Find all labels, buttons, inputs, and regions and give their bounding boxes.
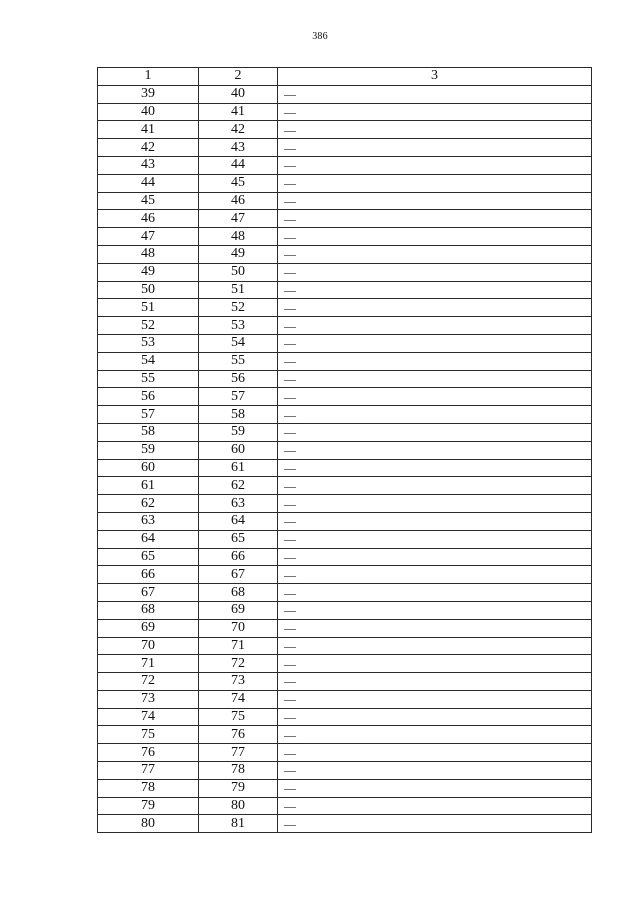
page-number: 386 bbox=[312, 31, 328, 42]
table-cell-col-3: — bbox=[278, 708, 592, 726]
table-cell-col-3: — bbox=[278, 637, 592, 655]
table-cell-col-1: 41 bbox=[98, 121, 199, 139]
table-cell-col-2: 81 bbox=[199, 815, 278, 833]
table-row bbox=[98, 495, 592, 513]
table-row bbox=[98, 779, 592, 797]
table-row bbox=[98, 726, 592, 744]
table-header bbox=[98, 68, 592, 86]
table-cell-col-3: — bbox=[278, 103, 592, 121]
table-cell-col-3: — bbox=[278, 370, 592, 388]
table-cell-col-1: 65 bbox=[98, 548, 199, 566]
table-row bbox=[98, 85, 592, 103]
table-cell-col-2: 80 bbox=[199, 797, 278, 815]
table-cell-col-3: — bbox=[278, 477, 592, 495]
table-cell-col-3: — bbox=[278, 245, 592, 263]
table-row bbox=[98, 441, 592, 459]
table-row bbox=[98, 228, 592, 246]
table-cell-col-1: 77 bbox=[98, 762, 199, 780]
table-cell-col-2: 47 bbox=[199, 210, 278, 228]
table-cell-col-1: 55 bbox=[98, 370, 199, 388]
table-row bbox=[98, 655, 592, 673]
table-cell-col-1: 63 bbox=[98, 512, 199, 530]
table-cell-col-1: 67 bbox=[98, 584, 199, 602]
table-cell-col-3: — bbox=[278, 156, 592, 174]
table-cell-col-3: — bbox=[278, 815, 592, 833]
table-cell-col-2: 57 bbox=[199, 388, 278, 406]
table-cell-col-2: 65 bbox=[199, 530, 278, 548]
table-cell-col-2: 54 bbox=[199, 334, 278, 352]
table-cell-col-1: 50 bbox=[98, 281, 199, 299]
table-cell-col-3: — bbox=[278, 655, 592, 673]
table-cell-col-3: — bbox=[278, 317, 592, 335]
table-cell-col-2: 52 bbox=[199, 299, 278, 317]
table-row bbox=[98, 548, 592, 566]
column-header-3: 3 bbox=[278, 68, 592, 86]
table-cell-col-2: 77 bbox=[199, 744, 278, 762]
table-cell-col-3: — bbox=[278, 281, 592, 299]
table-cell-col-2: 48 bbox=[199, 228, 278, 246]
table-cell-col-1: 61 bbox=[98, 477, 199, 495]
table-cell-col-3: — bbox=[278, 762, 592, 780]
table-cell-col-2: 51 bbox=[199, 281, 278, 299]
column-header-2: 2 bbox=[199, 68, 278, 86]
table-cell-col-3: — bbox=[278, 388, 592, 406]
table-cell-col-3: — bbox=[278, 530, 592, 548]
table-cell-col-2: 43 bbox=[199, 139, 278, 157]
table-cell-col-3: — bbox=[278, 352, 592, 370]
table-row bbox=[98, 423, 592, 441]
table-cell-col-1: 66 bbox=[98, 566, 199, 584]
table-row bbox=[98, 192, 592, 210]
table-cell-col-2: 66 bbox=[199, 548, 278, 566]
table-cell-col-3: — bbox=[278, 192, 592, 210]
table-cell-col-3: — bbox=[278, 210, 592, 228]
table-cell-col-3: — bbox=[278, 174, 592, 192]
table-row bbox=[98, 566, 592, 584]
table-row bbox=[98, 708, 592, 726]
table-row bbox=[98, 156, 592, 174]
table-cell-col-2: 40 bbox=[199, 85, 278, 103]
table-row bbox=[98, 637, 592, 655]
table-cell-col-3: — bbox=[278, 263, 592, 281]
table-cell-col-3: — bbox=[278, 726, 592, 744]
table-cell-col-3: — bbox=[278, 423, 592, 441]
table-cell-col-3: — bbox=[278, 779, 592, 797]
table-cell-col-1: 70 bbox=[98, 637, 199, 655]
table-row bbox=[98, 299, 592, 317]
table-row bbox=[98, 477, 592, 495]
table-body bbox=[98, 85, 592, 832]
table-cell-col-3: — bbox=[278, 744, 592, 762]
table-cell-col-2: 69 bbox=[199, 601, 278, 619]
table-cell-col-3: — bbox=[278, 619, 592, 637]
table-cell-col-2: 59 bbox=[199, 423, 278, 441]
table-row bbox=[98, 797, 592, 815]
table-row bbox=[98, 174, 592, 192]
table-cell-col-3: — bbox=[278, 548, 592, 566]
table-cell-col-2: 73 bbox=[199, 673, 278, 691]
table-row bbox=[98, 815, 592, 833]
table-cell-col-2: 60 bbox=[199, 441, 278, 459]
table-cell-col-2: 49 bbox=[199, 245, 278, 263]
table-cell-col-2: 55 bbox=[199, 352, 278, 370]
table-cell-col-2: 44 bbox=[199, 156, 278, 174]
table-cell-col-3: — bbox=[278, 85, 592, 103]
table-cell-col-1: 58 bbox=[98, 423, 199, 441]
table-row bbox=[98, 584, 592, 602]
table-cell-col-1: 54 bbox=[98, 352, 199, 370]
table-cell-col-1: 47 bbox=[98, 228, 199, 246]
table-cell-col-1: 42 bbox=[98, 139, 199, 157]
table-row bbox=[98, 744, 592, 762]
table-cell-col-1: 39 bbox=[98, 85, 199, 103]
table-row bbox=[98, 673, 592, 691]
table-cell-col-3: — bbox=[278, 441, 592, 459]
table-cell-col-3: — bbox=[278, 406, 592, 424]
column-header-1: 1 bbox=[98, 68, 199, 86]
table-cell-col-1: 45 bbox=[98, 192, 199, 210]
table-cell-col-3: — bbox=[278, 459, 592, 477]
table-cell-col-2: 64 bbox=[199, 512, 278, 530]
table-row bbox=[98, 352, 592, 370]
table-cell-col-1: 48 bbox=[98, 245, 199, 263]
table-cell-col-3: — bbox=[278, 566, 592, 584]
table-cell-col-2: 71 bbox=[199, 637, 278, 655]
table-cell-col-2: 62 bbox=[199, 477, 278, 495]
table-row bbox=[98, 103, 592, 121]
table-cell-col-1: 51 bbox=[98, 299, 199, 317]
table-cell-col-2: 53 bbox=[199, 317, 278, 335]
table-cell-col-2: 63 bbox=[199, 495, 278, 513]
table-cell-col-2: 68 bbox=[199, 584, 278, 602]
table-cell-col-2: 56 bbox=[199, 370, 278, 388]
table-cell-col-1: 49 bbox=[98, 263, 199, 281]
table-row bbox=[98, 139, 592, 157]
table-cell-col-1: 68 bbox=[98, 601, 199, 619]
table-cell-col-3: — bbox=[278, 512, 592, 530]
table-cell-col-2: 58 bbox=[199, 406, 278, 424]
table-row bbox=[98, 690, 592, 708]
table-cell-col-1: 53 bbox=[98, 334, 199, 352]
table-cell-col-1: 57 bbox=[98, 406, 199, 424]
data-table bbox=[97, 67, 592, 833]
table-cell-col-1: 78 bbox=[98, 779, 199, 797]
table-row bbox=[98, 388, 592, 406]
table-cell-col-1: 56 bbox=[98, 388, 199, 406]
table-cell-col-2: 72 bbox=[199, 655, 278, 673]
table-row bbox=[98, 370, 592, 388]
table-row bbox=[98, 317, 592, 335]
table-row bbox=[98, 210, 592, 228]
table-cell-col-2: 41 bbox=[199, 103, 278, 121]
table-cell-col-3: — bbox=[278, 690, 592, 708]
table-cell-col-3: — bbox=[278, 139, 592, 157]
table-cell-col-1: 64 bbox=[98, 530, 199, 548]
table-cell-col-1: 80 bbox=[98, 815, 199, 833]
table-cell-col-3: — bbox=[278, 495, 592, 513]
table-cell-col-2: 74 bbox=[199, 690, 278, 708]
table-row bbox=[98, 406, 592, 424]
table-cell-col-1: 69 bbox=[98, 619, 199, 637]
table-cell-col-1: 59 bbox=[98, 441, 199, 459]
table-cell-col-1: 44 bbox=[98, 174, 199, 192]
table-cell-col-1: 76 bbox=[98, 744, 199, 762]
table-cell-col-1: 43 bbox=[98, 156, 199, 174]
table-row bbox=[98, 619, 592, 637]
table-row bbox=[98, 762, 592, 780]
table-row bbox=[98, 530, 592, 548]
table-cell-col-3: — bbox=[278, 584, 592, 602]
table-cell-col-3: — bbox=[278, 797, 592, 815]
table-cell-col-1: 52 bbox=[98, 317, 199, 335]
table-row bbox=[98, 512, 592, 530]
table-cell-col-2: 61 bbox=[199, 459, 278, 477]
table-cell-col-2: 78 bbox=[199, 762, 278, 780]
table-cell-col-3: — bbox=[278, 228, 592, 246]
table-cell-col-1: 79 bbox=[98, 797, 199, 815]
table-cell-col-2: 42 bbox=[199, 121, 278, 139]
table-cell-col-1: 40 bbox=[98, 103, 199, 121]
table-cell-col-1: 74 bbox=[98, 708, 199, 726]
table-cell-col-2: 45 bbox=[199, 174, 278, 192]
table-cell-col-2: 67 bbox=[199, 566, 278, 584]
table-cell-col-2: 46 bbox=[199, 192, 278, 210]
table-cell-col-2: 79 bbox=[199, 779, 278, 797]
table-row bbox=[98, 601, 592, 619]
header-row bbox=[98, 68, 592, 86]
table-cell-col-3: — bbox=[278, 673, 592, 691]
table-cell-col-3: — bbox=[278, 601, 592, 619]
table-row bbox=[98, 245, 592, 263]
table-row bbox=[98, 334, 592, 352]
table-row bbox=[98, 263, 592, 281]
table-row bbox=[98, 281, 592, 299]
table-cell-col-1: 60 bbox=[98, 459, 199, 477]
table-cell-col-2: 75 bbox=[199, 708, 278, 726]
table-cell-col-1: 71 bbox=[98, 655, 199, 673]
table-cell-col-1: 72 bbox=[98, 673, 199, 691]
table-cell-col-1: 62 bbox=[98, 495, 199, 513]
table-cell-col-1: 46 bbox=[98, 210, 199, 228]
table-cell-col-2: 50 bbox=[199, 263, 278, 281]
table-cell-col-2: 76 bbox=[199, 726, 278, 744]
table-cell-col-1: 75 bbox=[98, 726, 199, 744]
table-row bbox=[98, 121, 592, 139]
table-cell-col-3: — bbox=[278, 299, 592, 317]
table-row bbox=[98, 459, 592, 477]
table-cell-col-3: — bbox=[278, 334, 592, 352]
table-cell-col-1: 73 bbox=[98, 690, 199, 708]
table-cell-col-3: — bbox=[278, 121, 592, 139]
table-cell-col-2: 70 bbox=[199, 619, 278, 637]
